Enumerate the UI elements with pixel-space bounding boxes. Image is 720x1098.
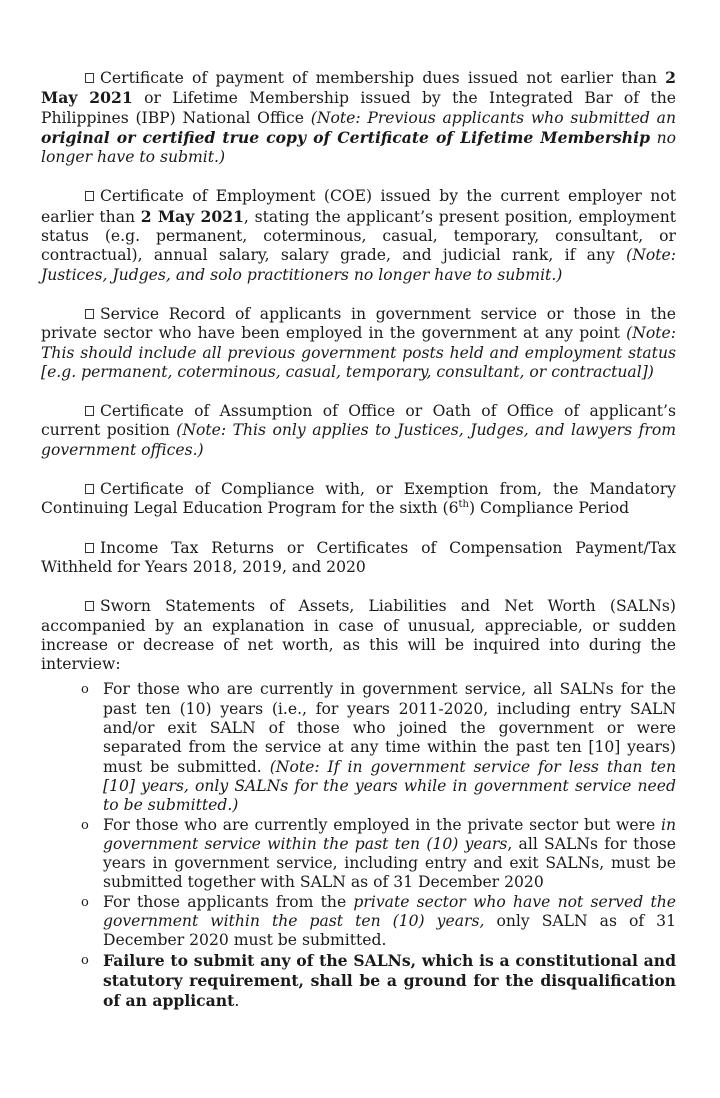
circle-bullet-icon: o — [81, 952, 89, 968]
empty-checkbox-icon — [85, 543, 94, 553]
empty-checkbox-icon — [85, 484, 94, 494]
requirement-item — [41, 597, 676, 674]
requirement-item — [41, 402, 676, 460]
requirement-item — [41, 187, 676, 284]
text-run: 2 May 2021 — [140, 206, 244, 226]
saln-sub-item — [81, 892, 677, 951]
circle-bullet-icon: o — [81, 817, 89, 833]
empty-checkbox-icon — [85, 191, 94, 201]
text-run: (Note: This only applies to Justices, Judges, and lawyers from government offices.) — [41, 421, 676, 459]
text-run: , all SALNs for those years in government service, including entry and exit SALNs, must be submitted together with SALN as of 31 December 2020 — [103, 834, 676, 892]
text-run: (Note: Justices, Judges, and solo practitioners no longer have to submit.) — [41, 246, 676, 284]
text-run: or Lifetime Membership issued by the Integrated Bar of the Philippines (IBP) National Office — [41, 89, 676, 127]
text-run: th — [458, 499, 469, 511]
empty-checkbox-icon — [85, 73, 94, 83]
text-run: Income Tax Returns or Certificates of Compensation Payment/Tax Withheld for Years 2018, 2019, and 2020 — [41, 538, 676, 576]
text-run: private sector who have not served the government within the past ten (10) years, — [103, 892, 677, 930]
empty-checkbox-icon — [85, 601, 94, 611]
text-run: Certificate of payment of membership dues issued not earlier than — [100, 69, 666, 87]
requirement-item — [41, 480, 676, 519]
text-run: in government service within the past ten (10) years — [103, 815, 676, 853]
saln-sub-item — [81, 950, 676, 1012]
requirement-item — [41, 305, 676, 382]
text-run: , stating the applicant’s present position, employment status (e.g. permanent, coterminous, casual, temporary, consultant, or contractual), annual salary, salary grade, and judicial rank, if any — [41, 207, 677, 265]
text-run: original or certified true copy of Certificate of Lifetime Membership — [41, 127, 650, 147]
text-run: Service Record of applicants in government service or those in the private sector who have been employed in the government at any point — [41, 304, 676, 343]
saln-sub-list — [41, 680, 676, 1011]
text-run: Failure to submit any of the SALNs, which is a constitutional and statutory requirement, shall be a ground for the disqualification of an applicant — [103, 950, 676, 1011]
text-run: only SALN as of 31 December 2020 must be submitted. — [103, 911, 676, 950]
empty-checkbox-icon — [85, 309, 94, 319]
saln-sub-item — [81, 680, 676, 815]
requirement-item — [41, 539, 676, 578]
requirement-item — [41, 68, 676, 167]
text-run: For those applicants from the — [103, 892, 354, 911]
text-run: Sworn Statements of Assets, Liabilities and Net Worth (SALNs) accompanied by an explanation in case of unusual, appreciable, or sudden increase or decrease of net worth, as this will be inquired into during the interview: — [41, 597, 676, 674]
text-run: Certificate of Assumption of Office or Oath of Office of applicant’s current position — [41, 402, 676, 440]
empty-checkbox-icon — [85, 406, 94, 416]
circle-bullet-icon: o — [81, 682, 89, 698]
text-run: . — [234, 992, 240, 1011]
text-run: (Note: If in government service for less than ten [10] years, only SALNs for the years while in government service need to be submitted.) — [103, 757, 676, 815]
text-run: 2 May 2021 — [41, 68, 676, 108]
document-page — [41, 68, 676, 1011]
circle-bullet-icon: o — [81, 894, 89, 910]
text-run: ) Compliance Period — [468, 499, 630, 518]
saln-sub-item — [81, 815, 676, 893]
text-run: Certificate of Employment (COE) issued by the current employer not earlier than — [41, 187, 676, 226]
text-run: Certificate of Compliance with, or Exemption from, the Mandatory Continuing Legal Education Program for the sixth (6 — [41, 480, 676, 518]
text-run: (Note: This should include all previous government posts held and employment status [e.g. permanent, coterminous, casual, temporary, consultant, or contractual]) — [41, 324, 676, 381]
text-run: no longer have to submit.) — [41, 128, 676, 167]
requirements-list — [41, 68, 676, 674]
text-run: (Note: Previous applicants who submitted an — [310, 108, 676, 127]
text-run: For those who are currently in government service, all SALNs for the past ten (10) years (i.e., for years 2011-2020, including entry SALN and/or exit SALN of those who joined the government or were separated from the service at any time within the past ten [10] years) must be submitted. — [103, 680, 676, 776]
text-run: For those who are currently employed in the private sector but were — [103, 815, 661, 834]
